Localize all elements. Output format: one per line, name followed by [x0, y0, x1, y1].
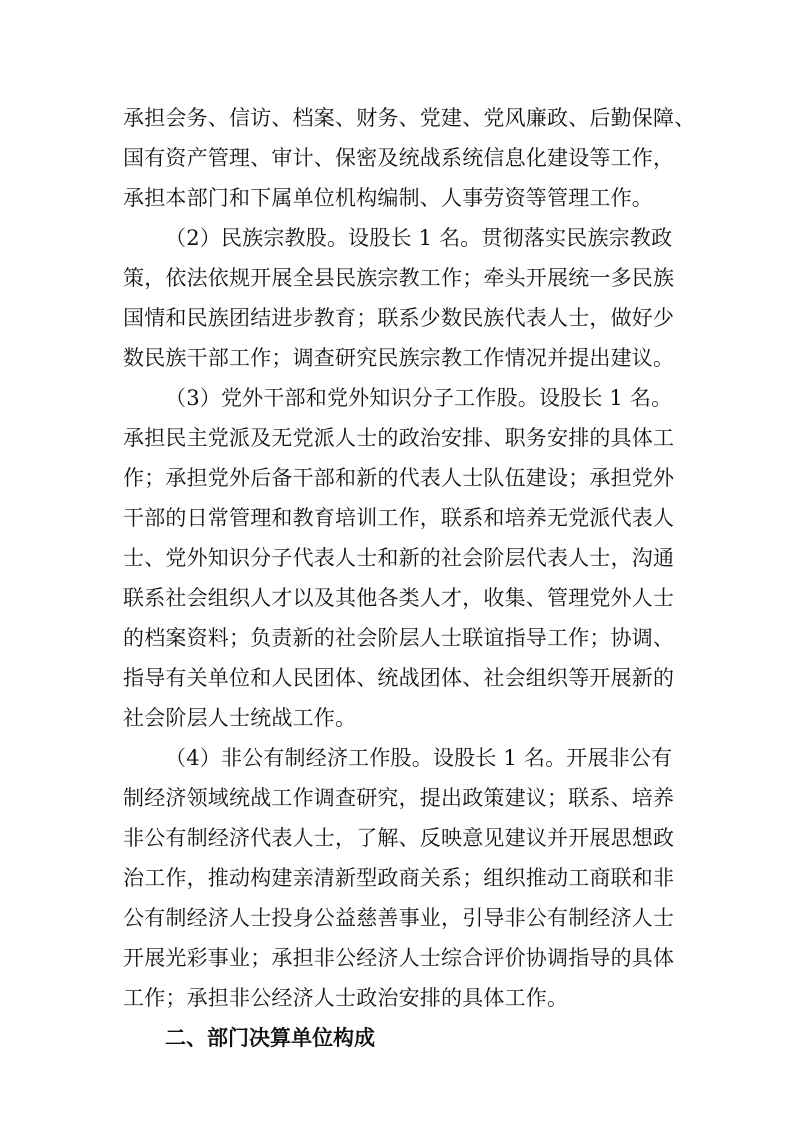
text-line: 干部的日常管理和教育培训工作，联系和培养无党派代表人 — [123, 506, 675, 530]
text-line: 国情和民族团结进步教育；联系少数民族代表人士，做好少 — [123, 306, 675, 330]
text-line: 数民族干部工作；调查研究民族宗教工作情况并提出建议。 — [123, 346, 675, 370]
text-line: 社会阶层人士统战工作。 — [123, 706, 357, 730]
text-line: 国有资产管理、审计、保密及统战系统信息化建设等工作， — [123, 146, 675, 170]
text-line: 工作；承担非公经济人士政治安排的具体工作。 — [123, 986, 569, 1010]
paragraph-start-line: （4）非公有制经济工作股。设股长 1 名。开展非公有 — [165, 746, 673, 770]
text-line: 非公有制经济代表人士，了解、反映意见建议并开展思想政 — [123, 826, 675, 850]
text-line: 开展光彩事业；承担非公经济人士综合评价协调指导的具体 — [123, 946, 675, 970]
section-heading: 二、部门决算单位构成 — [165, 1026, 375, 1050]
text-line: 承担民主党派及无党派人士的政治安排、职务安排的具体工 — [123, 426, 675, 450]
text-line: 作；承担党外后备干部和新的代表人士队伍建设；承担党外 — [123, 466, 675, 490]
text-line: 制经济领域统战工作调查研究，提出政策建议；联系、培养 — [123, 786, 675, 810]
text-line: 策，依法依规开展全县民族宗教工作；牵头开展统一多民族 — [123, 266, 675, 290]
text-line: 指导有关单位和人民团体、统战团体、社会组织等开展新的 — [123, 666, 675, 690]
text-line: 治工作，推动构建亲清新型政商关系；组织推动工商联和非 — [123, 866, 675, 890]
paragraph-start-line: （2）民族宗教股。设股长 1 名。贯彻落实民族宗教政 — [165, 226, 673, 250]
text-line: 公有制经济人士投身公益慈善事业，引导非公有制经济人士 — [123, 906, 675, 930]
text-line: 的档案资料；负责新的社会阶层人士联谊指导工作；协调、 — [123, 626, 675, 650]
text-line: 联系社会组织人才以及其他各类人才，收集、管理党外人士 — [123, 586, 675, 610]
paragraph-start-line: （3）党外干部和党外知识分子工作股。设股长 1 名。 — [165, 386, 673, 410]
text-line: 士、党外知识分子代表人士和新的社会阶层代表人士，沟通 — [123, 546, 675, 570]
text-line: 承担会务、信访、档案、财务、党建、党风廉政、后勤保障、 — [123, 106, 696, 130]
text-line: 承担本部门和下属单位机构编制、人事劳资等管理工作。 — [123, 186, 653, 210]
